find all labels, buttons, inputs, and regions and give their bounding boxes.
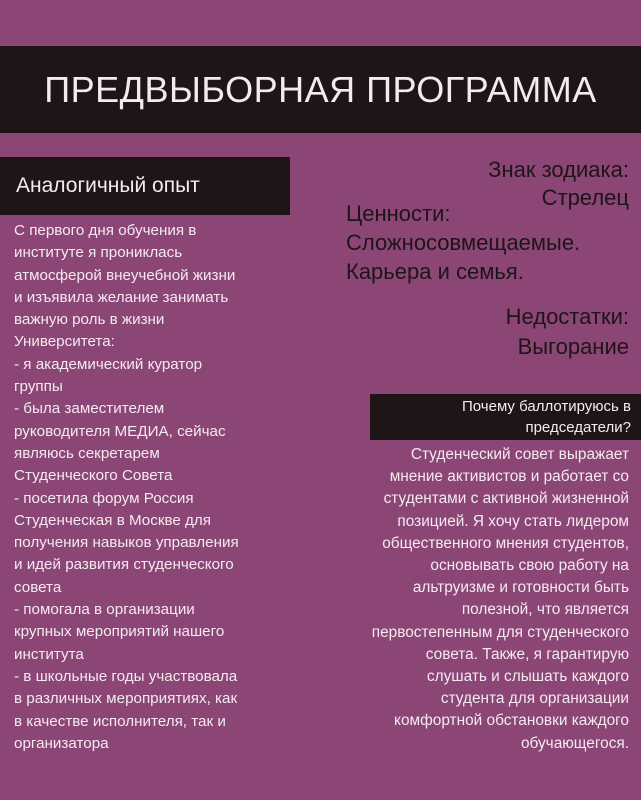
- zodiac-label: Знак зодиака:: [488, 157, 629, 182]
- experience-text: [14, 220, 299, 755]
- experience-line: и идей развития студенческого: [14, 556, 234, 574]
- why-line: обучающегося.: [520, 734, 629, 752]
- why-line: мнение активистов и работает со: [389, 468, 629, 486]
- values-line: Сложносовмещаемые.: [346, 230, 581, 255]
- experience-line: - посетила форум Россия: [14, 489, 194, 507]
- title-banner: [0, 46, 641, 133]
- page-title: ПРЕДВЫБОРНАЯ ПРОГРАММА: [44, 68, 597, 110]
- experience-line: важную роль в жизни: [14, 311, 165, 329]
- why-line: комфортной обстановки каждого: [394, 712, 629, 730]
- experience-line: - я академический куратор: [14, 355, 203, 373]
- why-heading-line: Почему баллотируюсь в: [462, 398, 631, 415]
- why-line: общественного мнения студентов,: [382, 534, 629, 552]
- experience-line: - в школьные годы участвовала: [14, 667, 238, 685]
- values-label: Ценности:: [346, 201, 451, 226]
- experience-line: крупных мероприятий нашего: [14, 623, 225, 641]
- why-heading-box: [370, 394, 641, 440]
- experience-line: - помогала в организации: [14, 601, 195, 619]
- experience-line: атмосферой внеучебной жизни: [14, 266, 236, 284]
- experience-heading-box: [0, 157, 290, 215]
- why-line: позицией. Я хочу стать лидером: [397, 512, 629, 530]
- flaws-label: Недостатки:: [505, 304, 629, 329]
- experience-line: группы: [14, 378, 63, 396]
- experience-line: в различных мероприятиях, как: [14, 690, 238, 708]
- why-line: Студенческий совет выражает: [410, 446, 629, 463]
- experience-line: института: [14, 645, 84, 663]
- experience-line: организатора: [14, 734, 109, 752]
- why-line: студента для организации: [440, 690, 629, 708]
- why-line: основывать свою работу на: [430, 557, 629, 575]
- why-line: полезной, что является: [461, 601, 629, 619]
- flaws-value: Выгорание: [517, 334, 629, 359]
- experience-line: в качестве исполнителя, так и: [14, 712, 226, 730]
- why-heading-line: председатели?: [525, 419, 631, 436]
- experience-line: - была заместителем: [14, 400, 165, 418]
- experience-line: совета: [14, 578, 62, 596]
- flaws-block: [506, 302, 629, 362]
- why-line: альтруизме и готовности быть: [412, 579, 629, 597]
- why-line: студентами с активной жизненной: [383, 490, 629, 508]
- why-line: первостепенным для студенческого: [371, 623, 629, 641]
- experience-line: Студенческого Совета: [14, 467, 173, 485]
- experience-line: Студенческая в Москве для: [14, 511, 212, 529]
- values-line: Карьера и семья.: [346, 259, 524, 284]
- experience-line: институте я прониклась: [14, 244, 183, 262]
- why-line: слушать и слышать каждого: [426, 668, 629, 686]
- experience-line: и изъявила желание занимать: [14, 288, 229, 306]
- experience-line: Университета:: [14, 333, 115, 351]
- experience-line: руководителя МЕДИА, сейчас: [14, 422, 226, 440]
- zodiac-value: Стрелец: [541, 185, 629, 210]
- why-text: [372, 444, 629, 755]
- experience-line: С первого дня обучения в: [14, 222, 197, 239]
- values-block: [346, 199, 580, 286]
- experience-line: получения навыков управления: [14, 534, 239, 552]
- experience-line: являюсь секретарем: [14, 444, 160, 462]
- experience-heading: Аналогичный опыт: [16, 174, 200, 197]
- why-line: совета. Также, я гарантирую: [425, 645, 629, 663]
